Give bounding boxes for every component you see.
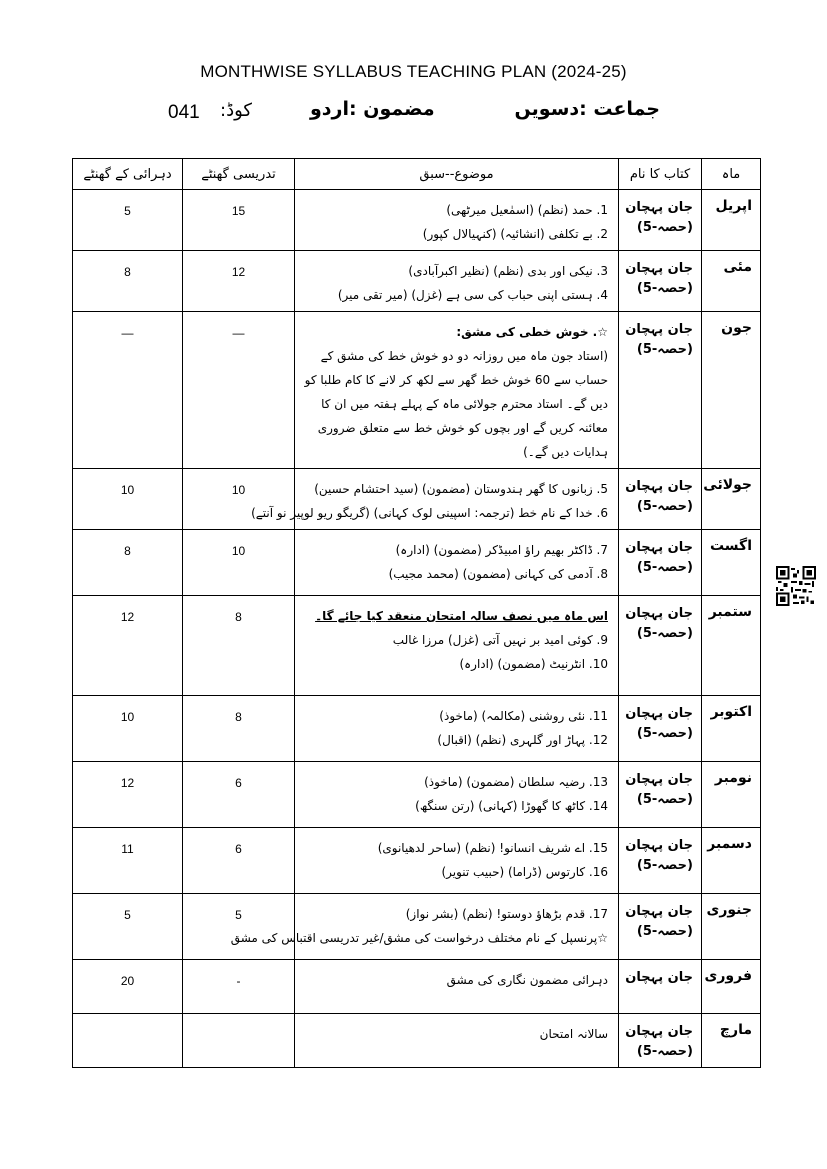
book-part: (حصہ-5)	[636, 626, 693, 641]
revision-hours-cell: 12	[73, 596, 183, 696]
table-row	[73, 190, 761, 251]
month-cell: مارچ	[702, 1014, 761, 1068]
syllabus-table	[72, 158, 761, 1068]
topic-cell	[295, 312, 619, 469]
book-name: جان پہچان	[625, 200, 693, 215]
book-name: جان پہچان	[625, 322, 693, 337]
teaching-hours-cell: 12	[183, 251, 295, 312]
revision-hours-cell: 8	[73, 530, 183, 596]
lesson-line: 14. کاٹھ کا گھوڑا (کہانی) (رتن سنگھ)	[415, 799, 608, 813]
book-name: جان پہچان	[625, 606, 693, 621]
table-row	[73, 828, 761, 894]
lesson-line: 17. قدم بڑھاؤ دوستو! (نظم) (بشر نواز)	[405, 907, 608, 921]
lesson-line: 11. نئی روشنی (مکالمہ) (ماخوذ)	[439, 709, 608, 723]
book-name: جان پہچان	[625, 1024, 693, 1039]
lesson-line: 5. زبانوں کا گھر ہندوستان (مضمون) (سید احتشام حسین)	[314, 482, 608, 496]
lesson-line: 7. ڈاکٹر بھیم راؤ امبیڈکر (مضمون) (ادارہ)	[395, 543, 608, 557]
revision-hours-cell: 10	[73, 469, 183, 530]
month-cell: اپریل	[702, 190, 761, 251]
revision-hours-cell: 10	[73, 696, 183, 762]
lesson-line: 6. خدا کے نام خط (ترجمہ: اسپینی لوک کہانی) (گریگو ریو لوپیز نو آنتے)	[251, 506, 608, 520]
book-name: جان پہچان	[625, 970, 693, 985]
teaching-hours-cell: 5	[183, 894, 295, 960]
book-cell	[619, 530, 702, 596]
lesson-line: 13. رضیہ سلطان (مضمون) (ماخوذ)	[424, 775, 608, 789]
code-value: 041	[168, 102, 200, 123]
book-cell	[619, 1014, 702, 1068]
table-row	[73, 312, 761, 469]
book-part: (حصہ-5)	[636, 342, 693, 357]
practice-note: (استاد جون ماہ میں روزانہ دو دو خوش خط کی مشق کے حساب سے 60 خوش خط گھر سے لکھ کر لانے کا کام طلبا کو دیں گے۔ استاد محترم جولائی ماہ کے پہلے ہفتہ میں ان کا معائنہ کریں گے اور بچوں کو خوش خط سے متعلق ضروری ہدایات دیں گے۔)	[304, 349, 608, 459]
book-cell	[619, 469, 702, 530]
revision-hours-cell: 11	[73, 828, 183, 894]
book-cell	[619, 696, 702, 762]
lesson-line: 2. بے تکلفی (انشائیہ) (کنہیالال کپور)	[422, 227, 608, 241]
topic-cell	[295, 828, 619, 894]
topic-cell	[295, 1014, 619, 1068]
topic-cell	[295, 530, 619, 596]
book-cell	[619, 312, 702, 469]
table-row	[73, 696, 761, 762]
lesson-line: دہرائی مضمون نگاری کی مشق	[446, 973, 608, 987]
month-cell: جنوری	[702, 894, 761, 960]
revision-hours-cell: 8	[73, 251, 183, 312]
book-part: (حصہ-5)	[636, 1044, 693, 1059]
topic-cell	[230, 894, 619, 960]
teaching-hours-cell: 6	[183, 828, 295, 894]
revision-hours-cell: 20	[73, 960, 183, 1014]
table-row	[73, 960, 761, 1014]
topic-cell	[295, 762, 619, 828]
topic-cell	[295, 190, 619, 251]
teaching-hours-cell: 15	[183, 190, 295, 251]
revision-hours-cell: —	[73, 312, 183, 469]
topic-cell	[295, 960, 619, 1014]
class-label: جماعت :دسویں	[514, 98, 660, 120]
month-cell: اگست	[702, 530, 761, 596]
subheader	[168, 96, 660, 130]
table-row	[73, 762, 761, 828]
revision-hours-cell: 12	[73, 762, 183, 828]
month-cell: ستمبر	[702, 596, 761, 696]
teaching-hours-cell: 10	[183, 530, 295, 596]
teaching-hours-cell: —	[183, 312, 295, 469]
book-cell	[619, 596, 702, 696]
lesson-line: 1. حمد (نظم) (اسمٰعیل میرٹھی)	[446, 203, 608, 217]
table-row	[73, 469, 761, 530]
book-part: (حصہ-5)	[636, 792, 693, 807]
header-revision-hours: دہرائی کے گھنٹے	[73, 159, 183, 190]
book-name: جان پہچان	[625, 261, 693, 276]
revision-hours-cell	[73, 1014, 183, 1068]
table-row	[73, 1014, 761, 1068]
header-month: ماہ	[702, 159, 761, 190]
book-cell	[619, 762, 702, 828]
qr-code-icon	[776, 566, 816, 606]
teaching-hours-cell: 8	[183, 696, 295, 762]
topic-cell	[295, 251, 619, 312]
month-cell: نومبر	[702, 762, 761, 828]
table-row	[73, 530, 761, 596]
book-part: (حصہ-5)	[636, 858, 693, 873]
book-name: جان پہچان	[625, 706, 693, 721]
page-title: MONTHWISE SYLLABUS TEACHING PLAN (2024-25)	[200, 62, 627, 81]
book-name: جان پہچان	[625, 540, 693, 555]
table-header-row	[73, 159, 761, 190]
topic-cell	[295, 596, 619, 696]
code-text: کوڈ:	[220, 100, 252, 121]
lesson-line: 16. کارتوس (ڈراما) (حبیب تنویر)	[441, 865, 608, 879]
lesson-line: 3. نیکی اور بدی (نظم) (نظیر اکبرآبادی)	[408, 264, 608, 278]
teaching-hours-cell	[183, 1014, 295, 1068]
book-cell	[619, 894, 702, 960]
month-cell: فروری	[702, 960, 761, 1014]
table-row	[73, 894, 761, 960]
month-cell: جولائی	[702, 469, 761, 530]
book-name: جان پہچان	[625, 479, 693, 494]
book-name: جان پہچان	[625, 772, 693, 787]
lesson-line: 4. ہستی اپنی حباب کی سی ہے (غزل) (میر تقی میر)	[337, 288, 608, 302]
teaching-hours-cell: 6	[183, 762, 295, 828]
subject-label: مضمون :اردو	[310, 98, 435, 120]
header-teaching-hours: تدریسی گھنٹے	[183, 159, 295, 190]
book-part: (حصہ-5)	[636, 726, 693, 741]
book-part: (حصہ-5)	[636, 499, 693, 514]
table-row	[73, 251, 761, 312]
month-cell: اکتوبر	[702, 696, 761, 762]
book-cell	[619, 960, 702, 1014]
lesson-line: 9. کوئی امید بر نہیں آتی (غزل) مرزا غالب	[392, 633, 608, 647]
code-label	[220, 100, 252, 121]
header-topic: موضوع--سبق	[295, 159, 619, 190]
book-cell	[619, 190, 702, 251]
book-part: (حصہ-5)	[636, 220, 693, 235]
month-cell: جون	[702, 312, 761, 469]
lesson-line: سالانہ امتحان	[539, 1027, 608, 1041]
month-cell: مئی	[702, 251, 761, 312]
revision-hours-cell: 5	[73, 894, 183, 960]
table-row	[73, 596, 761, 696]
lesson-line: 8. آدمی کی کہانی (مضمون) (محمد مجیب)	[388, 567, 608, 581]
book-part: (حصہ-5)	[636, 281, 693, 296]
book-part: (حصہ-5)	[636, 924, 693, 939]
book-part: (حصہ-5)	[636, 560, 693, 575]
book-name: جان پہچان	[625, 904, 693, 919]
book-cell	[619, 828, 702, 894]
exam-note: اس ماہ میں نصف سالہ امتحان منعقد کیا جائے گا۔	[315, 609, 608, 623]
lesson-line: 12. پہاڑ اور گلہری (نظم) (اقبال)	[437, 733, 608, 747]
teaching-hours-cell: 8	[183, 596, 295, 696]
lesson-line: 10. انٹرنیٹ (مضمون) (ادارہ)	[459, 657, 608, 671]
revision-hours-cell: 5	[73, 190, 183, 251]
practice-heading: ☆. خوش خطی کی مشق:	[456, 325, 608, 339]
lesson-line: 15. اے شریف انسانو! (نظم) (ساحر لدھیانوی)	[377, 841, 608, 855]
topic-cell	[251, 469, 619, 530]
book-name: جان پہچان	[625, 838, 693, 853]
book-cell	[619, 251, 702, 312]
teaching-hours-cell: -	[183, 960, 295, 1014]
header-book: کتاب کا نام	[619, 159, 702, 190]
topic-cell	[295, 696, 619, 762]
month-cell: دسمبر	[702, 828, 761, 894]
lesson-line: ☆پرنسپل کے نام مختلف درخواست کی مشق/غیر تدریسی اقتباس کی مشق	[230, 931, 608, 945]
teaching-hours-cell: 10	[183, 469, 295, 530]
